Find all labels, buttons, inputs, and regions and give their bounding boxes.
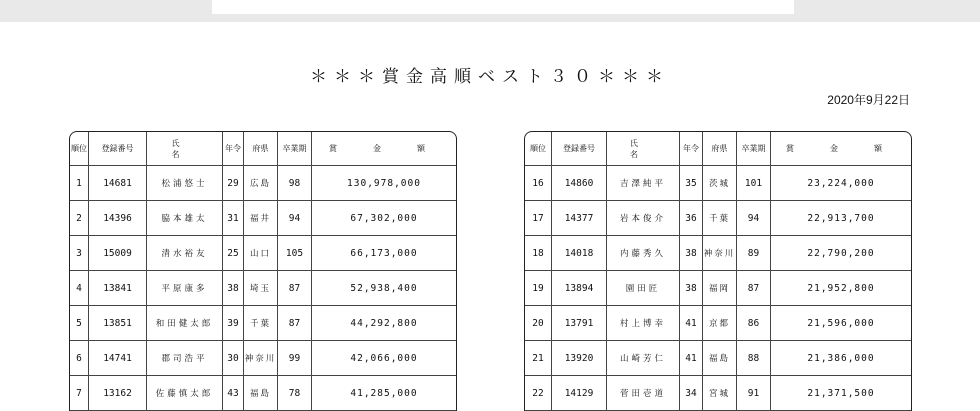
rank-cell: 19 [525,271,552,306]
table-row [525,236,911,271]
age-cell: 29 [223,166,244,201]
ranking-table-right [524,131,912,411]
prefecture-cell: 福岡 [703,271,737,306]
prize-money-cell: 67,302,000 [312,201,456,236]
rank-cell: 6 [70,341,89,376]
rank-cell: 5 [70,306,89,341]
name-cell: 清水裕友 [147,236,223,271]
rank-cell: 21 [525,341,552,376]
prize-money-cell: 21,371,500 [771,376,911,411]
top-toolbar-band [0,0,980,22]
prize-money-cell: 42,066,000 [312,341,456,376]
header-graduation-term: 卒業期 [278,132,312,166]
table-header-row [525,132,911,166]
table-header-row [70,132,456,166]
graduation-term-cell: 99 [278,341,312,376]
table-row [525,341,911,376]
table-row [70,236,456,271]
graduation-term-cell: 94 [278,201,312,236]
rank-cell: 20 [525,306,552,341]
prefecture-cell: 神奈川 [703,236,737,271]
prefecture-cell: 千葉 [244,306,278,341]
header-age: 年令 [223,132,244,166]
age-cell: 38 [680,236,703,271]
name-cell: 園田匠 [607,271,680,306]
registration-number-cell: 13894 [552,271,607,306]
prefecture-cell: 千葉 [703,201,737,236]
rank-cell: 4 [70,271,89,306]
age-cell: 36 [680,201,703,236]
prefecture-cell: 茨城 [703,166,737,201]
age-cell: 41 [680,306,703,341]
prize-money-cell: 22,790,200 [771,236,911,271]
age-cell: 30 [223,341,244,376]
prefecture-cell: 京都 [703,306,737,341]
age-cell: 35 [680,166,703,201]
registration-number-cell: 13920 [552,341,607,376]
rank-cell: 17 [525,201,552,236]
registration-number-cell: 14681 [89,166,147,201]
prefecture-cell: 神奈川 [244,341,278,376]
graduation-term-cell: 78 [278,376,312,411]
prefecture-cell: 埼玉 [244,271,278,306]
top-toolbar-area [212,0,794,14]
header-prize-money: 賞 金 額 [771,132,911,166]
header-registration-number: 登録番号 [89,132,147,166]
age-cell: 38 [680,271,703,306]
header-registration-number: 登録番号 [552,132,607,166]
name-cell: 佐藤慎太郎 [147,376,223,411]
name-cell: 吉澤純平 [607,166,680,201]
header-graduation-term: 卒業期 [737,132,771,166]
prefecture-cell: 山口 [244,236,278,271]
report-date: 2020年9月22日 [827,93,910,107]
prize-money-cell: 22,913,700 [771,201,911,236]
table-row [70,201,456,236]
table-row [70,271,456,306]
prefecture-cell: 広島 [244,166,278,201]
prefecture-cell: 福井 [244,201,278,236]
age-cell: 38 [223,271,244,306]
header-rank: 順位 [70,132,89,166]
graduation-term-cell: 87 [278,271,312,306]
graduation-term-cell: 98 [278,166,312,201]
header-prefecture: 府県 [244,132,278,166]
rank-cell: 2 [70,201,89,236]
table-row [70,341,456,376]
graduation-term-cell: 88 [737,341,771,376]
name-cell: 和田健太郎 [147,306,223,341]
header-prefecture: 府県 [703,132,737,166]
prize-money-cell: 41,285,000 [312,376,456,411]
graduation-term-cell: 91 [737,376,771,411]
age-cell: 41 [680,341,703,376]
name-cell: 郡司浩平 [147,341,223,376]
prize-money-cell: 21,952,800 [771,271,911,306]
ranking-table-left [69,131,457,411]
age-cell: 25 [223,236,244,271]
prefecture-cell: 宮城 [703,376,737,411]
age-cell: 39 [223,306,244,341]
registration-number-cell: 15009 [89,236,147,271]
graduation-term-cell: 101 [737,166,771,201]
table-row [525,166,911,201]
name-cell: 岩本俊介 [607,201,680,236]
table-row [70,306,456,341]
graduation-term-cell: 94 [737,201,771,236]
table-row [525,201,911,236]
registration-number-cell: 14377 [552,201,607,236]
header-prize-money: 賞 金 額 [312,132,456,166]
name-cell: 平原康多 [147,271,223,306]
rank-cell: 16 [525,166,552,201]
registration-number-cell: 13851 [89,306,147,341]
page-title: ＊＊＊賞金高順ベスト３０＊＊＊ [310,67,670,87]
table-row [525,376,911,411]
registration-number-cell: 14129 [552,376,607,411]
registration-number-cell: 13841 [89,271,147,306]
header-rank: 順位 [525,132,552,166]
header-age: 年令 [680,132,703,166]
age-cell: 43 [223,376,244,411]
rank-cell: 3 [70,236,89,271]
rank-cell: 22 [525,376,552,411]
rank-cell: 18 [525,236,552,271]
name-cell: 松浦悠士 [147,166,223,201]
graduation-term-cell: 105 [278,236,312,271]
prize-money-cell: 21,596,000 [771,306,911,341]
prefecture-cell: 福島 [703,341,737,376]
prize-money-cell: 21,386,000 [771,341,911,376]
table-row [70,166,456,201]
header-name: 氏 名 [147,132,223,166]
prefecture-cell: 福島 [244,376,278,411]
registration-number-cell: 13791 [552,306,607,341]
prize-money-cell: 66,173,000 [312,236,456,271]
registration-number-cell: 14018 [552,236,607,271]
name-cell: 山崎芳仁 [607,341,680,376]
table-row [525,271,911,306]
graduation-term-cell: 86 [737,306,771,341]
table-row [70,376,456,411]
graduation-term-cell: 87 [278,306,312,341]
table-row [525,306,911,341]
age-cell: 31 [223,201,244,236]
header-name: 氏 名 [607,132,680,166]
prize-money-cell: 23,224,000 [771,166,911,201]
prize-money-cell: 130,978,000 [312,166,456,201]
registration-number-cell: 14860 [552,166,607,201]
graduation-term-cell: 87 [737,271,771,306]
name-cell: 脇本雄太 [147,201,223,236]
prize-money-cell: 44,292,800 [312,306,456,341]
name-cell: 村上博幸 [607,306,680,341]
rank-cell: 7 [70,376,89,411]
name-cell: 内藤秀久 [607,236,680,271]
registration-number-cell: 14396 [89,201,147,236]
rank-cell: 1 [70,166,89,201]
prize-money-cell: 52,938,400 [312,271,456,306]
registration-number-cell: 13162 [89,376,147,411]
registration-number-cell: 14741 [89,341,147,376]
graduation-term-cell: 89 [737,236,771,271]
age-cell: 34 [680,376,703,411]
name-cell: 菅田壱道 [607,376,680,411]
